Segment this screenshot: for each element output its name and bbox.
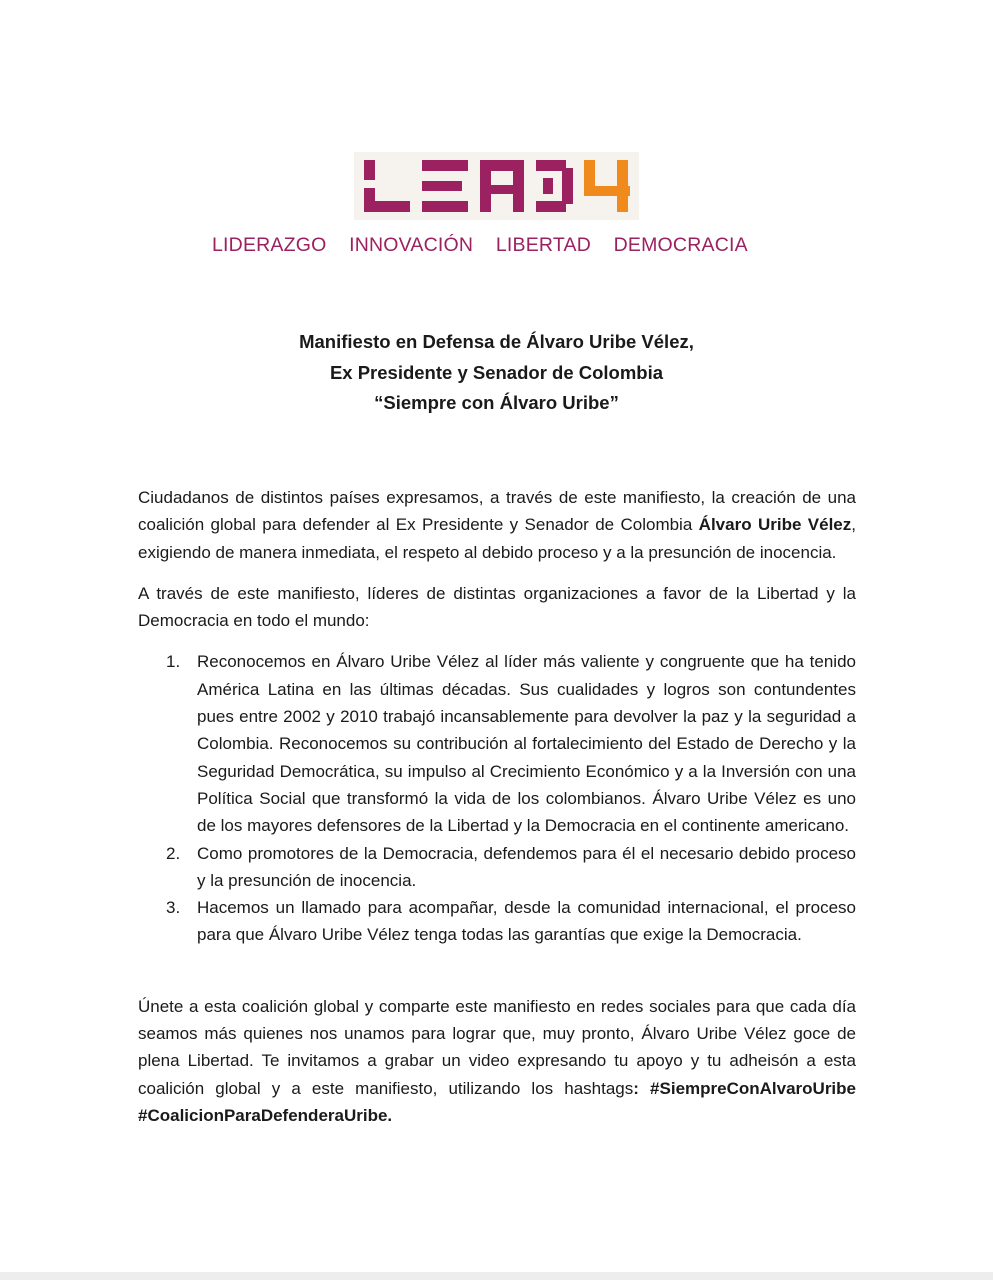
list-item-text: Como promotores de la Democracia, defendemos para él el necesario debido proceso y la presunción de inocencia. — [197, 843, 856, 890]
intro-text: Ciudadanos de distintos países expresamos, a través de este manifiesto, la creación de una coalición global para defender al Ex Presidente y Senador de Colombia — [138, 488, 856, 535]
intro-text-end: , exigiendo de manera inmediata, el respeto al debido proceso y a la presunción de inocencia. — [138, 515, 856, 562]
list-item-text: Hacemos un llamado para acompañar, desde la comunidad internacional, el proceso para que Álvaro Uribe Vélez tenga todas las garantías que exige la Democracia. — [197, 898, 856, 945]
page-bottom-edge — [0, 1272, 993, 1280]
tagline-word: INNOVACIÓN — [349, 234, 474, 256]
closing-colon: : — [633, 1078, 651, 1098]
title-line: Manifiesto en Defensa de Álvaro Uribe Vélez, — [299, 331, 694, 352]
lead-paragraph: A través de este manifiesto, líderes de distintas organizaciones a favor de la Libertad y la Democracia en todo el mundo: — [138, 583, 856, 631]
list-item-text: Reconocemos en Álvaro Uribe Vélez al líder más valiente y congruente que ha tenido América Latina en las últimas décadas. Sus cualidades y logros son contundentes pues entre 2002 y 2010 trabajó incansablemente para devolver la paz y la seguridad a Colombia. Reconocemos su contribución al fortalecimiento del Estado de Derecho y la Seguridad Democrática, su impulso al Crecimiento Económico y a la Inversión con una Política Social que transformó la vida de los colombianos. Álvaro Uribe Vélez es uno de los mayores defensores de la Libertad y la Democracia en el continente americano. — [197, 652, 856, 836]
logo-digit-4-stem — [617, 160, 628, 212]
intro-paragraph — [138, 484, 856, 566]
tagline-word: DEMOCRACIA — [613, 234, 748, 256]
manifesto-list — [138, 648, 856, 948]
logo-text — [354, 152, 355, 153]
list-item — [138, 648, 856, 839]
list-item-number: 1. — [166, 652, 181, 672]
title-line: “Siempre con Álvaro Uribe” — [374, 392, 619, 413]
tagline-word: LIDERAZGO — [212, 234, 327, 256]
hashtag: #SiempreConAlvaroUribe — [650, 1078, 856, 1098]
document-body — [138, 484, 856, 1143]
intro-bold-name: Álvaro Uribe Vélez — [698, 515, 852, 535]
lead4-logo — [354, 152, 639, 220]
logo-letter-e-bottom — [422, 201, 468, 212]
closing-paragraph — [138, 993, 856, 1129]
lead4-logo-mark — [362, 158, 632, 214]
logo-letter-l-base — [364, 201, 410, 212]
logo-tagline — [212, 234, 752, 257]
document-title — [150, 327, 843, 419]
list-item — [138, 894, 856, 949]
list-item — [138, 840, 856, 895]
logo-letter-d-top — [536, 160, 566, 171]
hashtag: #CoalicionParaDefenderaUribe. — [138, 1105, 393, 1125]
logo-letter-e-top — [422, 160, 468, 171]
logo-letter-l-stem — [364, 160, 375, 180]
list-item-number: 3. — [166, 898, 181, 918]
logo-letter-d-bottom — [536, 201, 566, 212]
logo-letter-e-mid — [422, 181, 462, 191]
title-line: Ex Presidente y Senador de Colombia — [329, 361, 664, 383]
tagline-word: LIBERTAD — [495, 234, 591, 256]
logo-letter-a-top — [480, 160, 524, 171]
logo-letter-d-side — [562, 168, 573, 204]
logo-letter-d-stem — [543, 178, 553, 194]
list-item-number: 2. — [166, 843, 181, 863]
logo-letter-a-bar — [480, 185, 524, 194]
closing-text: Únete a esta coalición global y comparte este manifiesto en redes sociales para que cada día seamos más quienes nos unamos para lograr que, muy pronto, Álvaro Uribe Vélez goce de plena Libertad. Te invitamos a grabar un video expresando tu apoyo y tu adheisón a esta coalición global y a este manifiesto, utilizando los hashtags — [138, 996, 856, 1098]
